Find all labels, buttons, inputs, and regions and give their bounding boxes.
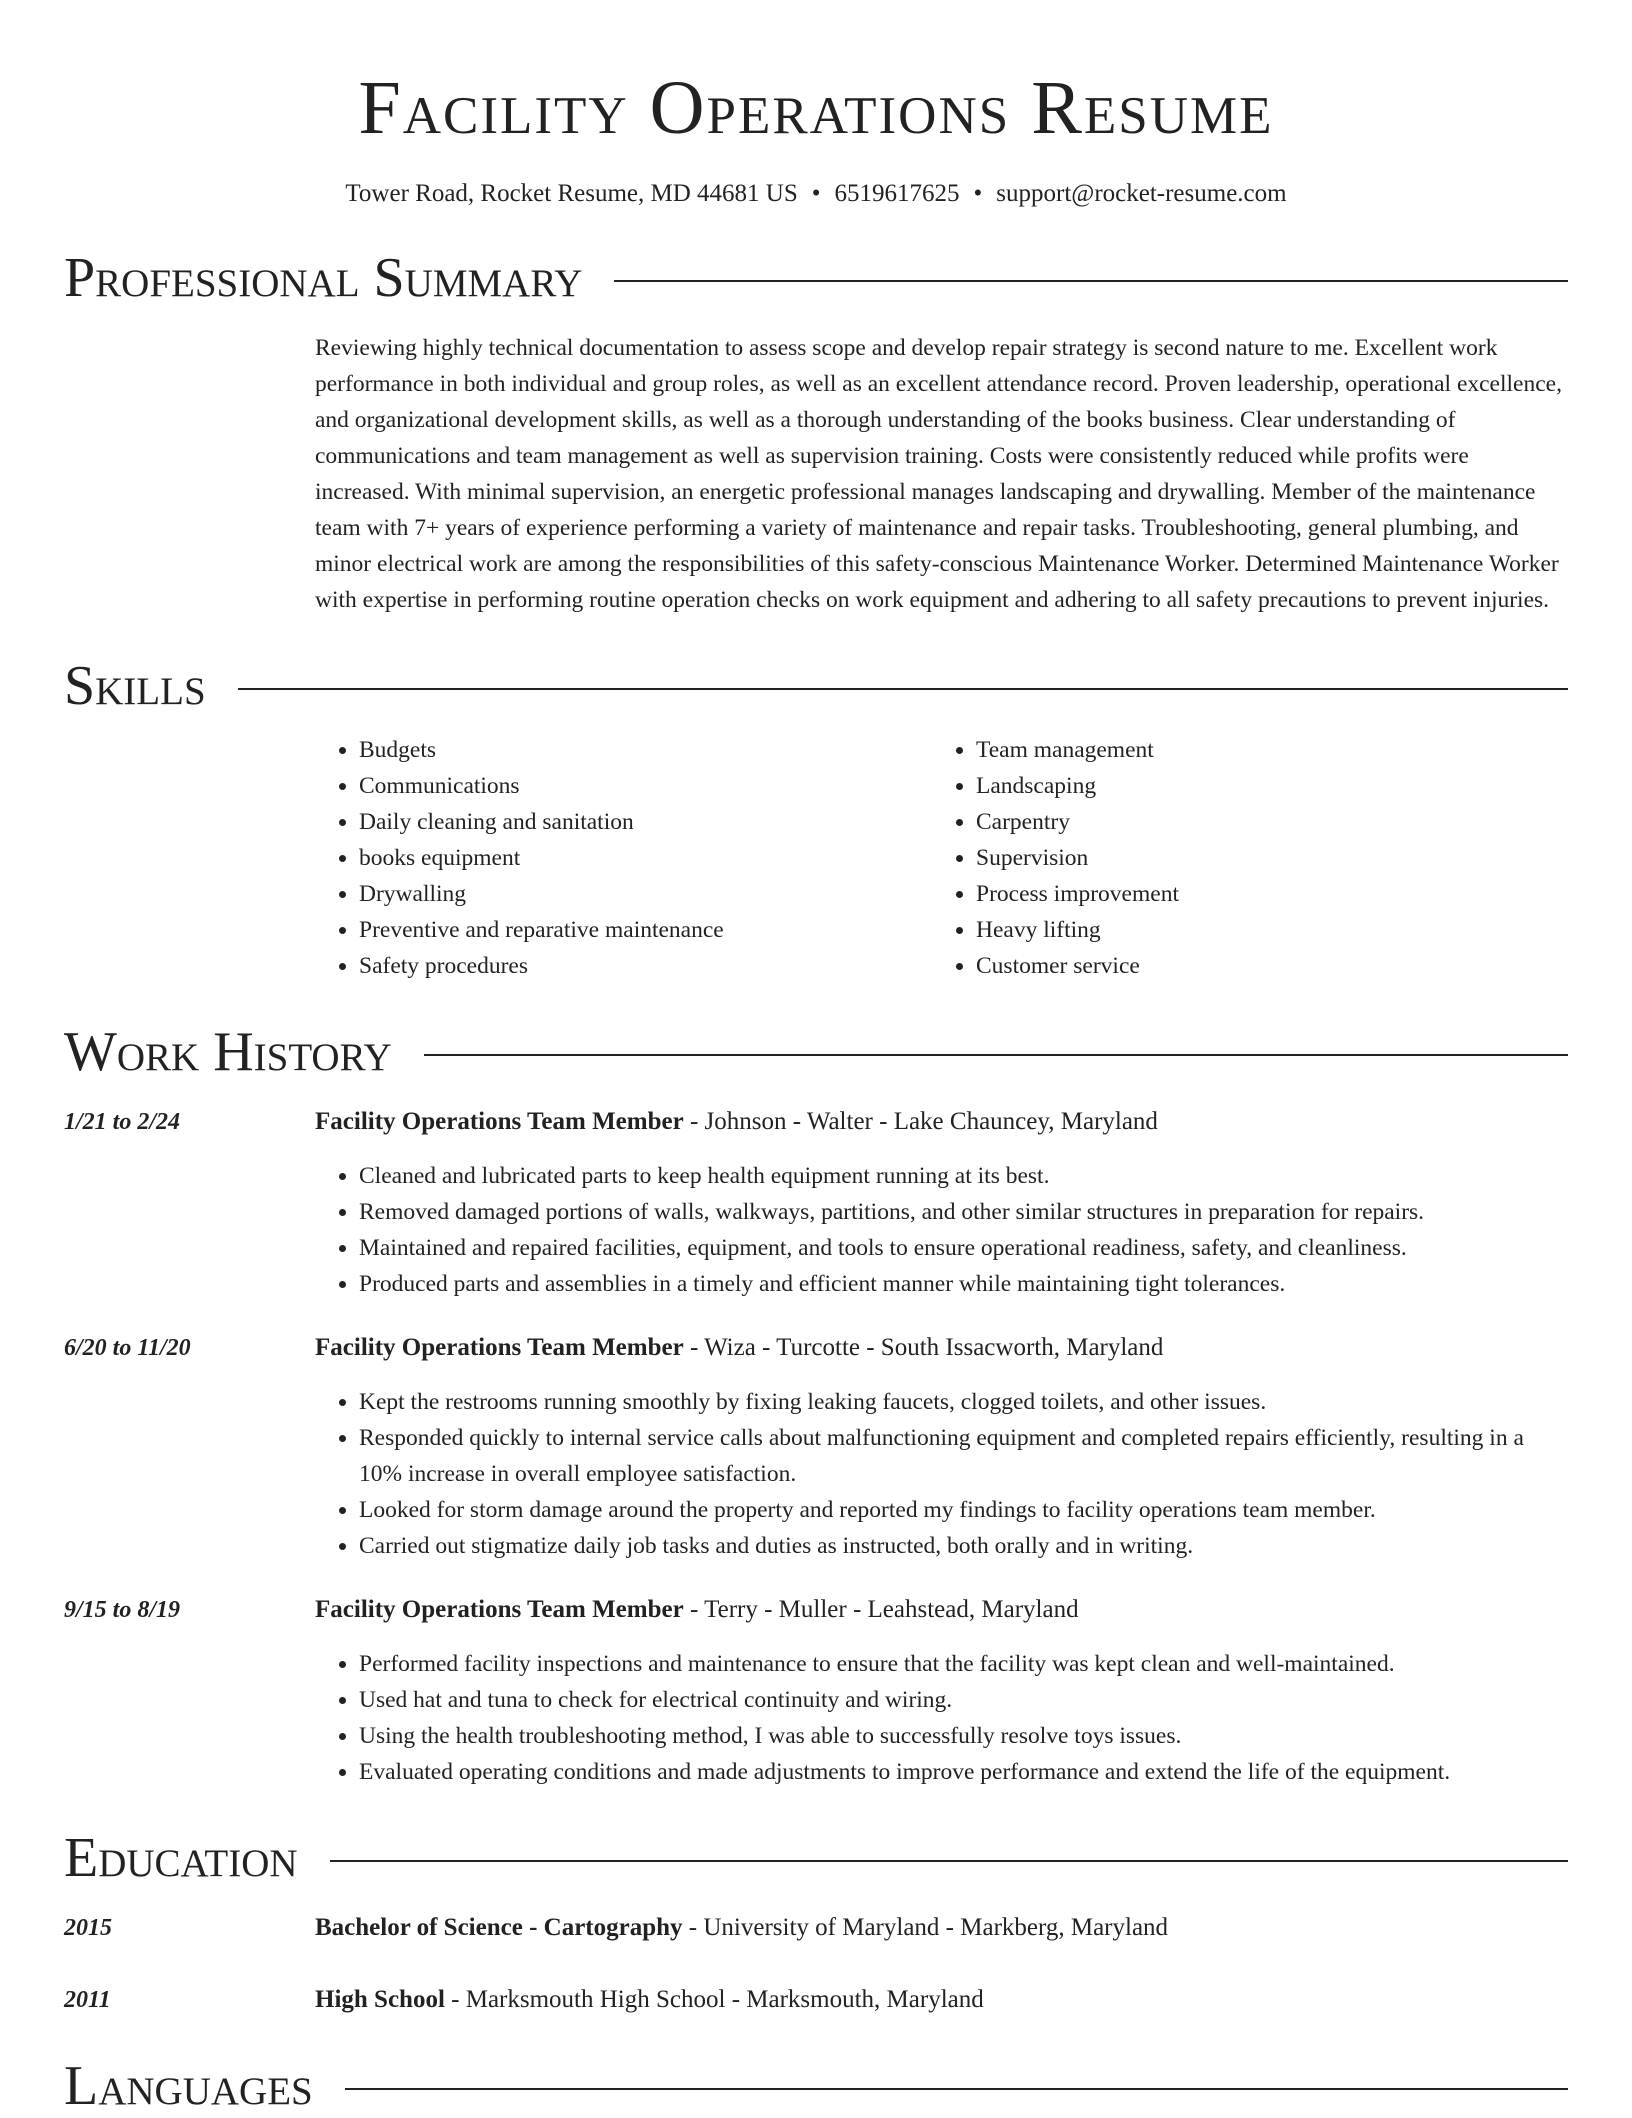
skill-item: • Customer service xyxy=(976,948,1549,984)
skill-item: • Supervision xyxy=(976,840,1549,876)
section-header-work-history xyxy=(64,1020,1568,1084)
section-title-summary: Professional Summary xyxy=(64,247,583,309)
section-title-work-history: Work History xyxy=(64,1021,392,1083)
resume-title: Facility Operations Resume xyxy=(358,66,1274,150)
job-bullet: • Removed damaged portions of walls, walkways, partitions, and other similar structures in preparation for repairs. xyxy=(359,1194,1568,1230)
job-bullet: • Looked for storm damage around the property and reported my findings to facility operations team member. xyxy=(359,1492,1568,1528)
section-title-education: Education xyxy=(64,1827,298,1889)
skill-item: • Landscaping xyxy=(976,768,1549,804)
job-details: - Wiza - Turcotte - South Issacworth, Maryland xyxy=(683,1334,1164,1361)
job-bullet: • Produced parts and assemblies in a timely and efficient manner while maintaining tight tolerances. xyxy=(359,1266,1568,1302)
skill-item: • Safety procedures xyxy=(359,948,932,984)
section-header-languages xyxy=(64,2054,1568,2118)
job-bullet: • Kept the restrooms running smoothly by fixing leaking faucets, clogged toilets, and other issues. xyxy=(359,1384,1568,1420)
job-bullet: • Performed facility inspections and maintenance to ensure that the facility was kept clean and well-maintained. xyxy=(359,1646,1568,1682)
skill-item: • Heavy lifting xyxy=(976,912,1549,948)
job-bullet: • Maintained and repaired facilities, equipment, and tools to ensure operational readiness, safety, and cleanliness. xyxy=(359,1230,1568,1266)
section-divider xyxy=(330,1860,1568,1862)
skills-column-right xyxy=(932,732,1549,984)
job-bullets xyxy=(315,1158,1568,1302)
job-heading xyxy=(315,1330,1568,1366)
job-entry xyxy=(64,1592,1568,1790)
job-body xyxy=(315,1592,1568,1790)
job-heading xyxy=(315,1592,1568,1628)
job-date: 9/15 to 8/19 xyxy=(64,1597,181,1623)
skill-item: • Process improvement xyxy=(976,876,1549,912)
education-year: 2015 xyxy=(64,1915,112,1941)
job-body xyxy=(315,1104,1568,1302)
skill-item: • Team management xyxy=(976,732,1549,768)
section-header-summary xyxy=(64,246,1568,310)
education-entry xyxy=(64,1910,1568,1946)
job-bullet: • Evaluated operating conditions and made adjustments to improve performance and extend the life of the equipment. xyxy=(359,1754,1568,1790)
section-title-skills: Skills xyxy=(64,655,206,717)
section-divider xyxy=(345,2088,1568,2090)
section-header-education xyxy=(64,1826,1568,1890)
job-role: Facility Operations Team Member xyxy=(315,1108,684,1135)
education-details: - University of Maryland - Markberg, Maryland xyxy=(682,1914,1169,1941)
job-date: 6/20 to 11/20 xyxy=(64,1335,191,1361)
skill-item: • Drywalling xyxy=(359,876,932,912)
job-heading xyxy=(315,1104,1568,1140)
skill-item: • Daily cleaning and sanitation xyxy=(359,804,932,840)
contact-line xyxy=(64,178,1568,210)
contact-address: Tower Road, Rocket Resume, MD 44681 US xyxy=(345,180,798,207)
section-header-skills xyxy=(64,654,1568,718)
job-bullet: • Cleaned and lubricated parts to keep health equipment running at its best. xyxy=(359,1158,1568,1194)
education-heading xyxy=(315,1982,984,2018)
summary-text: Reviewing highly technical documentation to assess scope and develop repair strategy is second nature to me. Excellent work performance in both individual and group roles, as well as an excellent attendance record. Proven leadership, operational excellence, and organizational development skills, as well as a thorough understanding of the books business. Clear understanding of communications and team management as well as supervision training. Costs were consistently reduced while profits were increased. With minimal supervision, an energetic professional manages landscaping and drywalling. Member of the maintenance team with 7+ years of experience performing a variety of maintenance and repair tasks. Troubleshooting, general plumbing, and minor electrical work are among the responsibilities of this safety-conscious Maintenance Worker. Determined Maintenance Worker with expertise in performing routine operation checks on work equipment and adhering to all safety precautions to prevent injuries. xyxy=(315,335,1562,613)
job-date: 1/21 to 2/24 xyxy=(64,1109,181,1135)
education-year: 2011 xyxy=(64,1987,111,2013)
skills-list xyxy=(315,732,1568,984)
job-entry xyxy=(64,1330,1568,1564)
skill-item: • books equipment xyxy=(359,840,932,876)
skills-column-left xyxy=(315,732,932,984)
job-role: Facility Operations Team Member xyxy=(315,1596,684,1623)
job-body xyxy=(315,1330,1568,1564)
skill-item: • Communications xyxy=(359,768,932,804)
job-details: - Terry - Muller - Leahstead, Maryland xyxy=(683,1596,1079,1623)
section-divider xyxy=(238,688,1568,690)
job-bullet: • Using the health troubleshooting method, I was able to successfully resolve toys issues. xyxy=(359,1718,1568,1754)
contact-email: support@rocket-resume.com xyxy=(996,180,1287,207)
job-details: - Johnson - Walter - Lake Chauncey, Maryland xyxy=(683,1108,1158,1135)
job-bullet: • Used hat and tuna to check for electrical continuity and wiring. xyxy=(359,1682,1568,1718)
resume-page xyxy=(64,0,1568,2118)
job-bullets xyxy=(315,1646,1568,1790)
job-bullet: • Responded quickly to internal service calls about malfunctioning equipment and completed repairs efficiently, resulting in a 10% increase in overall employee satisfaction. xyxy=(359,1420,1568,1492)
section-title-languages: Languages xyxy=(64,2055,313,2117)
education-degree: Bachelor of Science - Cartography xyxy=(315,1914,683,1941)
contact-separator: • xyxy=(973,180,983,207)
skill-item: • Budgets xyxy=(359,732,932,768)
skill-item: • Preventive and reparative maintenance xyxy=(359,912,932,948)
education-details: - Marksmouth High School - Marksmouth, Maryland xyxy=(444,1986,984,2013)
education-entry xyxy=(64,1982,1568,2018)
skill-item: • Carpentry xyxy=(976,804,1549,840)
contact-separator: • xyxy=(811,180,821,207)
contact-phone: 6519617625 xyxy=(834,180,960,207)
job-entry xyxy=(64,1104,1568,1302)
education-degree: High School xyxy=(315,1986,445,2013)
section-divider xyxy=(614,280,1568,282)
job-role: Facility Operations Team Member xyxy=(315,1334,684,1361)
job-bullets xyxy=(315,1384,1568,1564)
job-bullet: • Carried out stigmatize daily job tasks and duties as instructed, both orally and in writing. xyxy=(359,1528,1568,1564)
section-divider xyxy=(424,1054,1568,1056)
education-heading xyxy=(315,1910,1168,1946)
